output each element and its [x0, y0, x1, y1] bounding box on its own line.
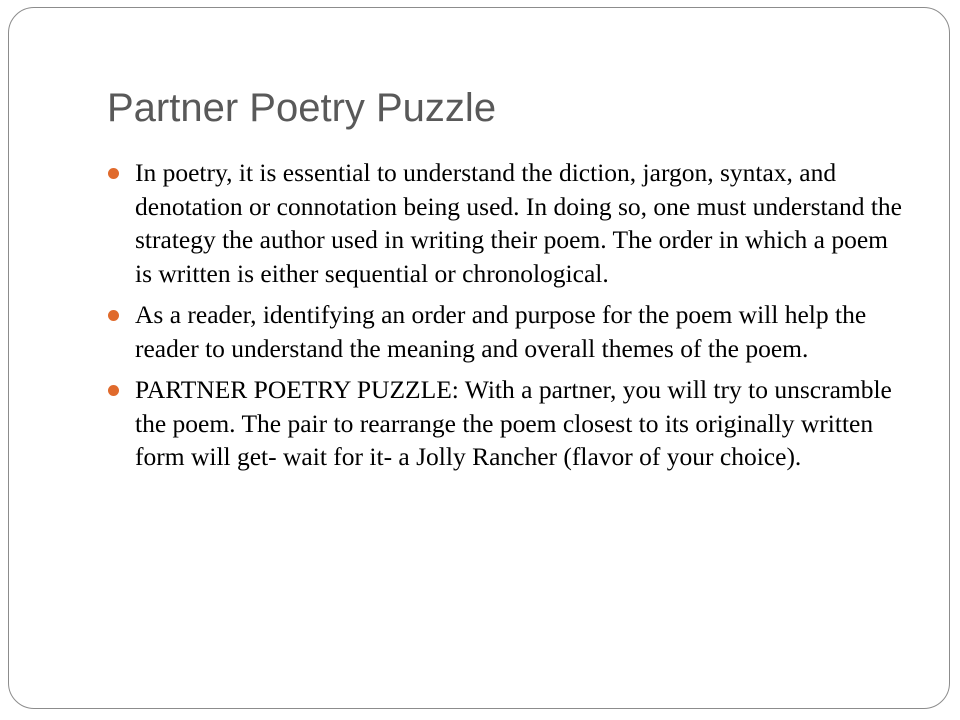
bullet-dot-icon: [108, 385, 119, 396]
bullet-item: [108, 298, 908, 365]
bullet-item: [108, 156, 908, 290]
slide-title: Partner Poetry Puzzle: [107, 86, 497, 130]
bullet-dot-icon: [108, 168, 119, 179]
bullet-list: [108, 156, 908, 482]
bullet-dot-icon: [108, 310, 119, 321]
bullet-text: PARTNER POETRY PUZZLE: With a partner, you will try to unscramble the poem. The pair to rearrange the poem closest to its originally written form will get- wait for it- a Jolly Rancher (flavor of your choice).: [135, 375, 892, 471]
bullet-text: In poetry, it is essential to understand the diction, jargon, syntax, and denotation or connotation being used. In doing so, one must understand the strategy the author used in writing their poem. The order in which a poem is written is either sequential or chronological.: [135, 158, 902, 288]
bullet-item: [108, 373, 908, 474]
bullet-text: As a reader, identifying an order and purpose for the poem will help the reader to understand the meaning and overall themes of the poem.: [135, 300, 867, 363]
